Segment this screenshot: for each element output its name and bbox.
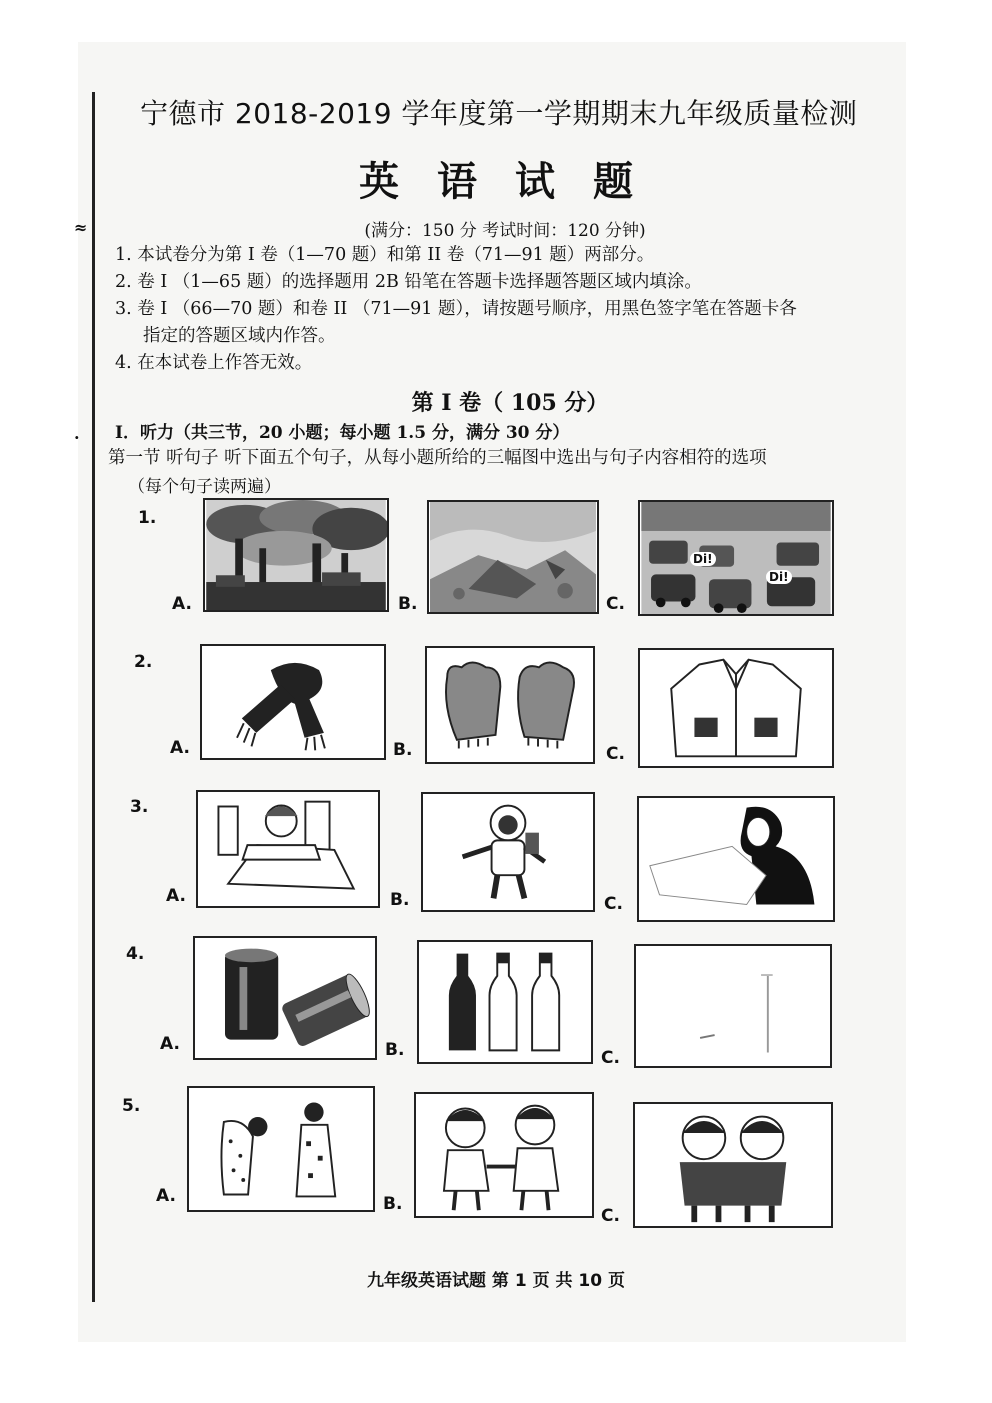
cans-icon [193,936,377,1060]
tailor-icon [637,796,835,922]
instruction-3-cont: 指定的答题区域内作答。 [143,326,336,346]
hug-icon [633,1102,833,1228]
option-label: C. [601,1048,620,1068]
option-label: B. [385,1040,405,1060]
option-label: B. [390,890,410,910]
question-number: 4. [126,944,145,964]
margin-mark-mid: · [74,428,80,447]
instruction-1: 1. 本试卷分为第 I 卷（1—70 题）和第 II 卷（71—91 题）两部分。 [115,245,655,265]
handshake-icon [414,1092,594,1218]
option-label: C. [601,1206,620,1226]
instruction-3: 3. 卷 I （66—70 题）和卷 II （71—91 题），请按题号顺序，用黑色签字笔在答题卡各 [115,299,797,319]
exam-subject: 英语试题 [359,158,671,205]
question-number: 5. [122,1096,141,1116]
option-label: A. [172,594,192,614]
instruction-2: 2. 卷 I （1—65 题）的选择题用 2B 铅笔在答题卡选择题答题区域内填涂。 [115,272,702,292]
astronaut-icon [421,792,595,912]
question-number: 3. [130,797,149,817]
binding-margin-line [92,92,95,1302]
jacket-icon [638,648,834,768]
option-label: B. [383,1194,403,1214]
part-description-note: （每个句子读两遍） [128,477,281,497]
option-label: A. [170,738,190,758]
part-heading: I．听力（共三节，20 小题；每小题 1.5 分，满分 30 分） [115,423,570,443]
factory-smoke-icon [203,498,389,612]
traffic-jam-icon [638,500,834,616]
scarf-icon [200,644,386,760]
instruction-4: 4. 在本试卷上作答无效。 [115,353,313,373]
engineer-icon [196,790,380,908]
question-number: 2. [134,652,153,672]
question-number: 1. [138,508,157,528]
faded-picture-icon [634,944,832,1068]
section-title: 第 I 卷（ 105 分） [411,390,609,416]
option-label: B. [398,594,418,614]
option-label: C. [604,894,623,914]
option-label: C. [606,594,625,614]
landfill-icon [427,500,599,614]
option-label: A. [160,1034,180,1054]
option-label: A. [156,1186,176,1206]
instructions [115,242,915,377]
margin-mark-top: ≈ [74,218,88,237]
page-footer: 九年级英语试题 第 1 页 共 10 页 [367,1271,625,1291]
bottles-icon [417,940,593,1064]
option-label: C. [606,744,625,764]
option-label: A. [166,886,186,906]
part-description: 第一节 听句子 听下面五个句子，从每小题所给的三幅图中选出与句子内容相符的选项 [108,448,767,468]
horn-bubble: Di! [766,570,792,584]
horn-bubble: Di! [690,552,716,566]
bowing-icon [187,1086,375,1212]
score-info: (满分：150 分 考试时间：120 分钟) [364,221,646,241]
exam-title: 宁德市 2018-2019 学年度第一学期期末九年级质量检测 [140,97,858,130]
option-label: B. [393,740,413,760]
gloves-icon [425,646,595,764]
